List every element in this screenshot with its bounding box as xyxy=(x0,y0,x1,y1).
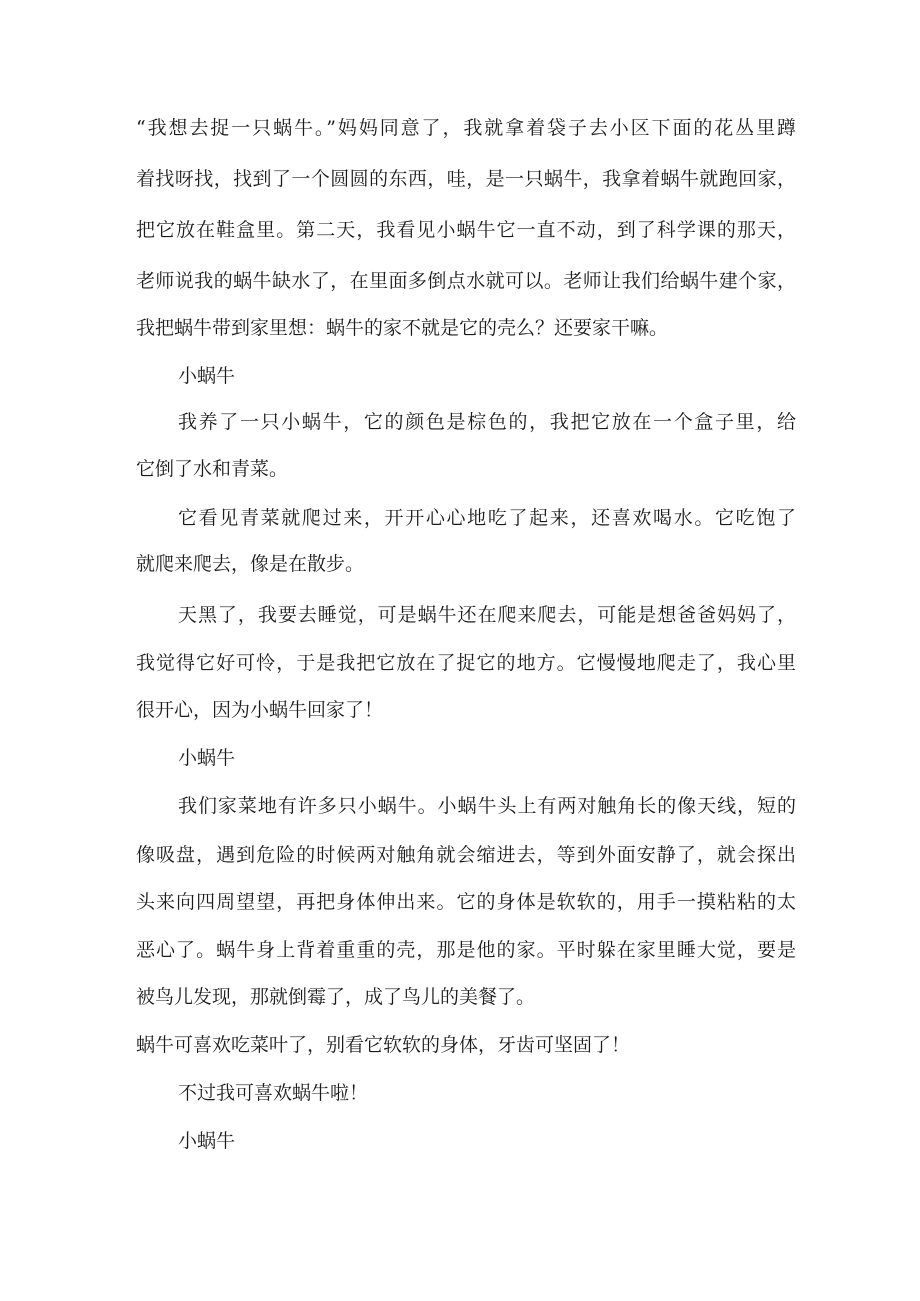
paragraph-line: 它看见青菜就爬过来，开开心心地吃了起来，还喜欢喝水。它吃饱了 xyxy=(178,507,796,529)
paragraph-line: 被鸟儿发现，那就倒霉了，成了鸟儿的美餐了。 xyxy=(136,986,536,1008)
paragraph-line: 我觉得它好可怜，于是我把它放在了捉它的地方。它慢慢地爬走了，我心里 xyxy=(136,652,796,674)
section-heading: 小蜗牛 xyxy=(178,1130,236,1152)
paragraph-line: 着找呀找，找到了一个圆圆的东西，哇，是一只蜗牛，我拿着蜗牛就跑回家， xyxy=(136,168,796,190)
paragraph-line: 我把蜗牛带到家里想：蜗牛的家不就是它的壳么？还要家干嘛。 xyxy=(136,317,669,339)
paragraph-line: 恶心了。蜗牛身上背着重重的壳，那是他的家。平时躲在家里睡大觉，要是 xyxy=(136,939,796,961)
section-heading: 小蜗牛 xyxy=(178,747,236,769)
section-heading: 小蜗牛 xyxy=(178,365,236,387)
paragraph-line: “我想去捉一只蜗牛。”妈妈同意了，我就拿着袋子去小区下面的花丛里蹲 xyxy=(136,117,796,139)
paragraph-line: 老师说我的蜗牛缺水了，在里面多倒点水就可以。老师让我们给蜗牛建个家， xyxy=(136,270,796,292)
paragraph-line: 天黑了，我要去睡觉，可是蜗牛还在爬来爬去，可能是想爸爸妈妈了， xyxy=(178,604,796,626)
paragraph-line: 就爬来爬去，像是在散步。 xyxy=(136,553,365,575)
paragraph-line: 不过我可喜欢蜗牛啦！ xyxy=(178,1082,369,1104)
paragraph-line: 我们家菜地有许多只小蜗牛。小蜗牛头上有两对触角长的像天线，短的 xyxy=(178,795,796,817)
paragraph-line: 蜗牛可喜欢吃菜叶了，别看它软软的身体，牙齿可坚固了！ xyxy=(136,1034,631,1056)
paragraph-line: 它倒了水和青菜。 xyxy=(136,458,289,480)
paragraph-line: 像吸盘，遇到危险的时候两对触角就会缩进去，等到外面安静了，就会探出 xyxy=(136,844,796,866)
paragraph-line: 把它放在鞋盒里。第二天，我看见小蜗牛它一直不动，到了科学课的那天， xyxy=(136,219,796,241)
paragraph-line: 很开心，因为小蜗牛回家了！ xyxy=(136,699,384,721)
paragraph-line: 头来向四周望望，再把身体伸出来。它的身体是软软的，用手一摸粘粘的太 xyxy=(136,891,796,913)
paragraph-line: 我养了一只小蜗牛，它的颜色是棕色的，我把它放在一个盒子里，给 xyxy=(178,411,796,433)
